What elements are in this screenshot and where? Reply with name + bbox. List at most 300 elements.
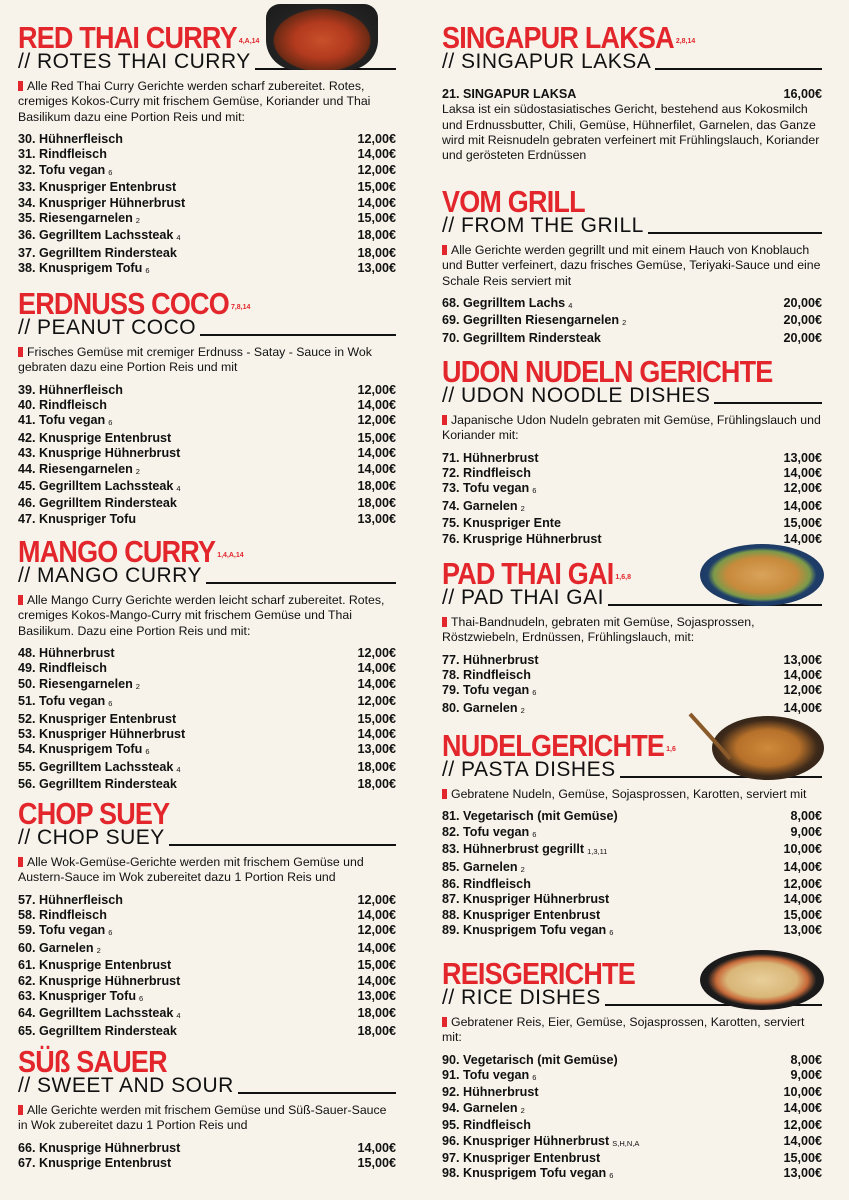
menu-item [442, 1151, 822, 1166]
section-title-row [18, 1044, 396, 1079]
section-description [18, 79, 396, 125]
bullet-marker [18, 1105, 23, 1115]
item-price: 14,00€ [357, 446, 396, 461]
menu-item [18, 132, 396, 147]
allergen-note: 6 [108, 928, 113, 938]
item-price: 20,00€ [783, 295, 822, 310]
item-price: 15,00€ [357, 180, 396, 195]
section-description [442, 787, 822, 802]
menu-item [442, 1085, 822, 1100]
allergen-note: 2 [135, 215, 140, 225]
bullet-marker [18, 347, 23, 357]
item-name-wrap [442, 466, 531, 481]
item-name-wrap [442, 908, 600, 923]
item-name: 85. Garnelen [442, 859, 518, 874]
menu-item [18, 147, 396, 162]
divider-line [648, 232, 822, 234]
pad-thai-photo [700, 544, 824, 606]
item-name: 53. Knuspriger Hühnerbrust [18, 726, 186, 741]
menu-item [18, 512, 396, 527]
item-name-wrap [442, 1101, 525, 1118]
item-name: 77. Hühnerbrust [442, 652, 539, 667]
item-name-wrap [18, 760, 181, 777]
menu-item [18, 246, 396, 261]
description-text: Frisches Gemüse mit cremiger Erdnuss - Satay - Sauce in Wok gebraten dazu eine Portion Reis und mit [18, 345, 372, 375]
allergen-note: 4 [176, 233, 181, 243]
item-name: 69. Gegrillten Riesengarnelen [442, 313, 620, 328]
allergen-note: 4 [568, 300, 573, 310]
allergen-note: 6 [108, 699, 113, 709]
menu-item [442, 331, 822, 346]
item-price: 12,00€ [783, 876, 822, 891]
section-subtitle: // UDON NOODLE DISHES [442, 384, 711, 407]
item-price: 8,00€ [790, 809, 822, 824]
item-name: 58. Rindfleisch [18, 908, 107, 922]
item-name: 78. Rindfleisch [442, 668, 531, 682]
menu-item [18, 479, 396, 496]
menu-item [18, 989, 396, 1006]
menu-section [18, 1046, 396, 1171]
section-subtitle: // FROM THE GRILL [442, 214, 644, 237]
menu-item [18, 163, 396, 180]
item-name-wrap [442, 516, 561, 531]
item-name-wrap [18, 398, 107, 413]
menu-item [18, 958, 396, 973]
item-price: 14,00€ [357, 147, 396, 162]
menu-item [442, 296, 822, 313]
item-price: 14,00€ [783, 1100, 822, 1115]
item-name-wrap [442, 809, 618, 824]
item-name: 32. Tofu vegan [18, 162, 106, 177]
item-price: 15,00€ [783, 516, 822, 531]
item-price: 12,00€ [357, 694, 396, 709]
item-name-wrap [442, 923, 613, 940]
item-price: 15,00€ [783, 1151, 822, 1166]
item-name: 63. Knuspriger Tofu [18, 989, 137, 1004]
item-name-wrap [442, 653, 539, 668]
item-name-wrap [18, 512, 136, 527]
item-name-wrap [18, 677, 140, 694]
item-price: 18,00€ [357, 245, 396, 260]
item-price: 18,00€ [357, 759, 396, 774]
section-title-row [442, 184, 822, 219]
noodle-photo [712, 716, 824, 780]
item-name-wrap [18, 974, 180, 989]
divider-line [169, 844, 396, 846]
item-price: 13,00€ [357, 511, 396, 526]
item-name-wrap [442, 1134, 639, 1151]
menu-item [18, 1141, 396, 1156]
item-price: 15,00€ [357, 430, 396, 445]
section-description [442, 413, 822, 444]
item-price: 15,00€ [357, 210, 396, 225]
item-list [442, 653, 822, 719]
item-price: 12,00€ [357, 131, 396, 146]
item-price: 15,00€ [783, 907, 822, 922]
item-price: 14,00€ [357, 1140, 396, 1155]
allergen-note: 2 [520, 864, 525, 874]
item-name: 87. Knuspriger Hühnerbrust [442, 892, 610, 907]
item-name: 94. Garnelen [442, 1100, 518, 1115]
item-name: 98. Knusprigem Tofu vegan [442, 1166, 607, 1181]
item-name-wrap [18, 1006, 181, 1023]
allergen-note: 6 [609, 928, 614, 938]
bullet-marker [442, 617, 447, 627]
item-price: 12,00€ [357, 382, 396, 397]
item-price: 12,00€ [357, 892, 396, 907]
menu-item [18, 261, 396, 278]
item-name: 65. Gegrilltem Rindersteak [18, 1023, 177, 1038]
bullet-marker [442, 245, 447, 255]
item-name-wrap [18, 479, 181, 496]
item-name: 30. Hühnerfleisch [18, 131, 123, 146]
item-name-wrap [18, 893, 123, 908]
item-name-wrap [18, 246, 177, 261]
menu-section [18, 536, 396, 793]
menu-item [18, 431, 396, 446]
item-name: 90. Vegetarisch (mit Gemüse) [442, 1052, 618, 1067]
item-price: 18,00€ [357, 1006, 396, 1021]
item-name-wrap [18, 446, 180, 461]
bullet-marker [18, 81, 23, 91]
description-text: Gebratene Nudeln, Gemüse, Sojasprossen, Karotten, serviert mit [451, 787, 807, 801]
item-name-wrap [18, 694, 112, 711]
item-name-wrap [18, 908, 107, 923]
item-price: 13,00€ [783, 450, 822, 465]
item-price: 14,00€ [357, 461, 396, 476]
allergen-note: 6 [145, 747, 150, 757]
section-subtitle: // SWEET AND SOUR [18, 1074, 234, 1097]
item-name: 59. Tofu vegan [18, 923, 106, 938]
section-subtitle: // SINGAPUR LAKSA [442, 50, 652, 73]
item-price: 18,00€ [357, 496, 396, 511]
item-name: 43. Knusprige Hühnerbrust [18, 446, 181, 461]
menu-item [18, 694, 396, 711]
item-name: 54. Knusprigem Tofu [18, 742, 143, 757]
section-title: SINGAPUR LAKSA [442, 20, 674, 55]
item-list [18, 383, 396, 528]
item-price: 15,00€ [357, 958, 396, 973]
menu-item [442, 451, 822, 466]
menu-item [18, 228, 396, 245]
item-list [442, 809, 822, 940]
item-name: 74. Garnelen [442, 498, 518, 513]
item-name-wrap [442, 1166, 613, 1183]
menu-item [18, 777, 396, 792]
item-name: 46. Gegrilltem Rindersteak [18, 496, 177, 511]
item-price: 14,00€ [357, 940, 396, 955]
section-subtitle: // ROTES THAI CURRY [18, 50, 251, 73]
item-price: 13,00€ [357, 989, 396, 1004]
section-subtitle: // PASTA DISHES [442, 758, 616, 781]
item-price: 12,00€ [357, 162, 396, 177]
item-price: 9,00€ [790, 1068, 822, 1082]
item-price: 14,00€ [357, 661, 396, 676]
red-curry-photo [266, 4, 378, 70]
section-title-row [18, 286, 396, 321]
item-name-wrap [18, 496, 177, 511]
bullet-marker [442, 789, 447, 799]
menu-item [18, 742, 396, 759]
item-name-wrap [18, 1141, 180, 1156]
item-name-wrap [442, 499, 525, 516]
item-name-wrap [442, 1085, 539, 1100]
item-name: 49. Rindfleisch [18, 661, 107, 676]
menu-item [18, 211, 396, 228]
item-name: 92. Hühnerbrust [442, 1085, 539, 1100]
item-name-wrap [442, 532, 602, 547]
description-text: Alle Mango Curry Gerichte werden leicht scharf zubereitet. Rotes, cremiges Kokos-Mango-Curry mit frischem Gemüse und Thai Basilikum. Dazu eine Portion Reis und mit: [18, 593, 385, 638]
item-name: 97. Knuspriger Entenbrust [442, 1151, 601, 1166]
menu-item [442, 860, 822, 877]
item-price: 13,00€ [357, 261, 396, 276]
item-name: 62. Knusprige Hühnerbrust [18, 973, 181, 988]
item-name-wrap [18, 132, 123, 147]
menu-item [18, 446, 396, 461]
menu-item [442, 481, 822, 498]
item-name-wrap [18, 727, 185, 742]
item-list [18, 132, 396, 279]
item-price: 20,00€ [783, 330, 822, 345]
item-price: 12,00€ [357, 645, 396, 660]
allergen-codes: 7,8,14 [230, 304, 251, 311]
item-price: 14,00€ [357, 195, 396, 210]
item-list [18, 646, 396, 793]
item-name-wrap [18, 646, 115, 661]
allergen-note: 6 [609, 1171, 614, 1181]
item-name: 56. Gegrilltem Rindersteak [18, 777, 177, 792]
item-price: 14,00€ [783, 859, 822, 874]
description-text: Alle Gerichte werden gegrillt und mit einem Hauch von Knoblauch und Butter verfeinert, dazu frisches Gemüse, Teriyaki-Sauce und eine Schale Reis serviert mit [442, 243, 821, 288]
menu-section [18, 288, 396, 527]
allergen-note: 4 [176, 1011, 181, 1021]
item-name-wrap [442, 877, 531, 892]
item-name-wrap [18, 777, 177, 792]
item-name: 52. Knuspriger Entenbrust [18, 711, 177, 726]
item-name: 36. Gegrilltem Lachssteak [18, 228, 174, 243]
divider-line [206, 582, 396, 584]
item-name-wrap [18, 147, 107, 162]
item-name-wrap [18, 462, 140, 479]
allergen-codes: 4,A,14 [238, 38, 260, 45]
divider-line [714, 402, 822, 404]
item-name: 39. Hühnerfleisch [18, 382, 123, 397]
item-price: 12,00€ [357, 413, 396, 428]
item-price: 14,00€ [783, 466, 822, 480]
description-text: Alle Gerichte werden mit frischem Gemüse und Süß-Sauer-Sauce in Wok zubereitet dazu 1 Portion Reis und [18, 1103, 387, 1133]
item-name: 31. Rindfleisch [18, 147, 107, 162]
section-title-row [442, 20, 822, 55]
menu-item [442, 892, 822, 907]
bullet-marker [442, 1017, 447, 1027]
item-list [442, 1053, 822, 1184]
item-name-wrap [18, 989, 143, 1006]
description-text: Thai-Bandnudeln, gebraten mit Gemüse, Sojasprossen, Röstzwiebeln, Erdnüssen, Frühlingslauch, mit: [442, 615, 755, 645]
section-title: SÜß SAUER [18, 1044, 167, 1079]
item-name: 86. Rindfleisch [442, 876, 531, 891]
item-list [442, 451, 822, 547]
item-name: 82. Tofu vegan [442, 824, 530, 839]
rice-photo [700, 950, 824, 1010]
item-name-wrap [442, 1068, 536, 1085]
item-name: 44. Riesengarnelen [18, 461, 133, 476]
divider-line [200, 334, 396, 336]
item-name-wrap [442, 451, 539, 466]
menu-section [18, 798, 396, 1039]
item-name-wrap [442, 892, 609, 907]
item-price: 14,00€ [783, 531, 822, 546]
allergen-note: 4 [176, 484, 181, 494]
item-price: 12,00€ [783, 683, 822, 698]
item-price: 18,00€ [357, 479, 396, 494]
menu-item [442, 1068, 822, 1085]
menu-section [442, 186, 822, 346]
menu-item [442, 842, 822, 859]
item-name-wrap [18, 958, 171, 973]
item-description: Laksa ist ein südostasiatisches Gericht, bestehend aus Kokosmilch und Erdnussbutter, Chili, Gemüse, Hühnerfilet, Garnelen, das Ganze wird mit Reisnudeln gebraten verfeinert mit Frühlingslauch, Koriander und gerösteten Erdnüssen [442, 102, 820, 163]
item-name-wrap [18, 742, 150, 759]
item-name: 68. Gegrilltem Lachs [442, 295, 566, 310]
menu-item [18, 712, 396, 727]
menu-item [18, 196, 396, 211]
item-name-wrap [18, 196, 185, 211]
item-price: 14,00€ [783, 498, 822, 513]
item-price: 14,00€ [783, 892, 822, 907]
menu-section [442, 22, 822, 164]
item-name: 35. Riesengarnelen [18, 210, 133, 225]
item-name: 38. Knusprigem Tofu [18, 261, 143, 276]
item-name-wrap [442, 1151, 600, 1166]
item-name: 71. Hühnerbrust [442, 450, 539, 465]
menu-item [442, 923, 822, 940]
section-title: VOM GRILL [442, 184, 585, 219]
item-name: 70. Gegrilltem Rindersteak [442, 330, 601, 345]
item-name: 80. Garnelen [442, 700, 518, 715]
item-name: 57. Hühnerfleisch [18, 892, 123, 907]
item-name-wrap [18, 712, 176, 727]
item-price: 12,00€ [783, 481, 822, 496]
item-price: 14,00€ [357, 726, 396, 741]
item-name: 73. Tofu vegan [442, 481, 530, 496]
section-title: ERDNUSS COCO [18, 286, 229, 321]
menu-item [442, 1166, 822, 1183]
item-list [18, 893, 396, 1040]
item-name-wrap [442, 313, 626, 330]
section-subtitle: // MANGO CURRY [18, 564, 202, 587]
allergen-note: 6 [139, 994, 144, 1004]
item-name-wrap [18, 413, 112, 430]
item-price: 20,00€ [783, 313, 822, 328]
item-price: 16,00€ [783, 87, 822, 101]
item-price: 8,00€ [790, 1052, 822, 1067]
allergen-codes: 1,6 [666, 746, 676, 753]
item-name-wrap [442, 668, 531, 683]
item-name-wrap [442, 296, 572, 313]
menu-item [18, 1024, 396, 1039]
menu-item [18, 1156, 396, 1171]
item-name-wrap [442, 860, 525, 877]
allergen-note: 2 [622, 318, 627, 328]
item-price: 18,00€ [357, 777, 396, 792]
item-name-wrap [442, 481, 536, 498]
item-name: 33. Knuspriger Entenbrust [18, 180, 177, 195]
item-price: 18,00€ [357, 228, 396, 243]
menu-item [442, 1101, 822, 1118]
menu-item [442, 877, 822, 892]
section-title-row [442, 354, 822, 389]
allergen-note: 4 [176, 764, 181, 774]
menu-item [18, 462, 396, 479]
item-name: 81. Vegetarisch (mit Gemüse) [442, 809, 618, 824]
item-list [18, 1141, 396, 1172]
item-name: 55. Gegrilltem Lachssteak [18, 759, 174, 774]
description-text: Alle Wok-Gemüse-Gerichte werden mit frischem Gemüse und Austern-Sauce im Wok zubereitet dazu 1 Portion Reis und [18, 855, 364, 885]
item-name-wrap [18, 1156, 171, 1171]
item-name: 21. SINGAPUR LAKSA [442, 87, 577, 101]
bullet-marker [18, 595, 23, 605]
item-name-wrap [18, 1024, 177, 1039]
item-name: 76. Krusprige Hühnerbrust [442, 531, 602, 546]
item-name-wrap [18, 941, 101, 958]
item-price: 10,00€ [783, 1085, 822, 1100]
item-name: 95. Rindfleisch [442, 1118, 531, 1133]
item-name: 41. Tofu vegan [18, 413, 106, 428]
menu-item [18, 760, 396, 777]
item-name: 50. Riesengarnelen [18, 676, 133, 691]
item-name: 79. Tofu vegan [442, 683, 530, 698]
menu-item [442, 1053, 822, 1068]
item-price: 12,00€ [357, 923, 396, 938]
item-name: 72. Rindfleisch [442, 466, 531, 480]
item-name-wrap [18, 163, 112, 180]
allergen-codes: 1,4,A,14 [217, 552, 244, 559]
menu-item [442, 908, 822, 923]
section-subtitle: // PEANUT COCO [18, 316, 197, 339]
item-list [442, 87, 822, 164]
item-name: 60. Garnelen [18, 940, 94, 955]
item-name: 47. Knuspriger Tofu [18, 511, 137, 526]
item-name: 88. Knuspriger Entenbrust [442, 907, 601, 922]
item-name-wrap [18, 261, 150, 278]
section-description [442, 615, 822, 646]
section-title: MANGO CURRY [18, 534, 216, 569]
divider-line [608, 604, 822, 606]
allergen-note: 6 [532, 486, 537, 496]
item-name-wrap [442, 842, 607, 859]
item-name: 75. Knuspriger Ente [442, 516, 561, 531]
item-name-wrap [442, 1053, 618, 1068]
section-description [442, 1015, 822, 1046]
menu-item [442, 466, 822, 481]
item-name-wrap [442, 825, 536, 842]
allergen-note: 2 [135, 681, 140, 691]
item-name-wrap [18, 180, 176, 195]
menu-item [442, 516, 822, 531]
item-price: 10,00€ [783, 842, 822, 857]
item-price: 14,00€ [783, 1133, 822, 1148]
menu-item [18, 180, 396, 195]
item-name-wrap [18, 383, 123, 398]
allergen-note: 6 [532, 688, 537, 698]
menu-item [442, 313, 822, 330]
item-price: 14,00€ [783, 668, 822, 682]
menu-section [442, 356, 822, 547]
item-name: 51. Tofu vegan [18, 694, 106, 709]
item-price: 12,00€ [783, 1118, 822, 1133]
item-name: 67. Knusprige Entenbrust [18, 1156, 172, 1170]
section-description [18, 593, 396, 639]
item-price: 15,00€ [357, 711, 396, 726]
